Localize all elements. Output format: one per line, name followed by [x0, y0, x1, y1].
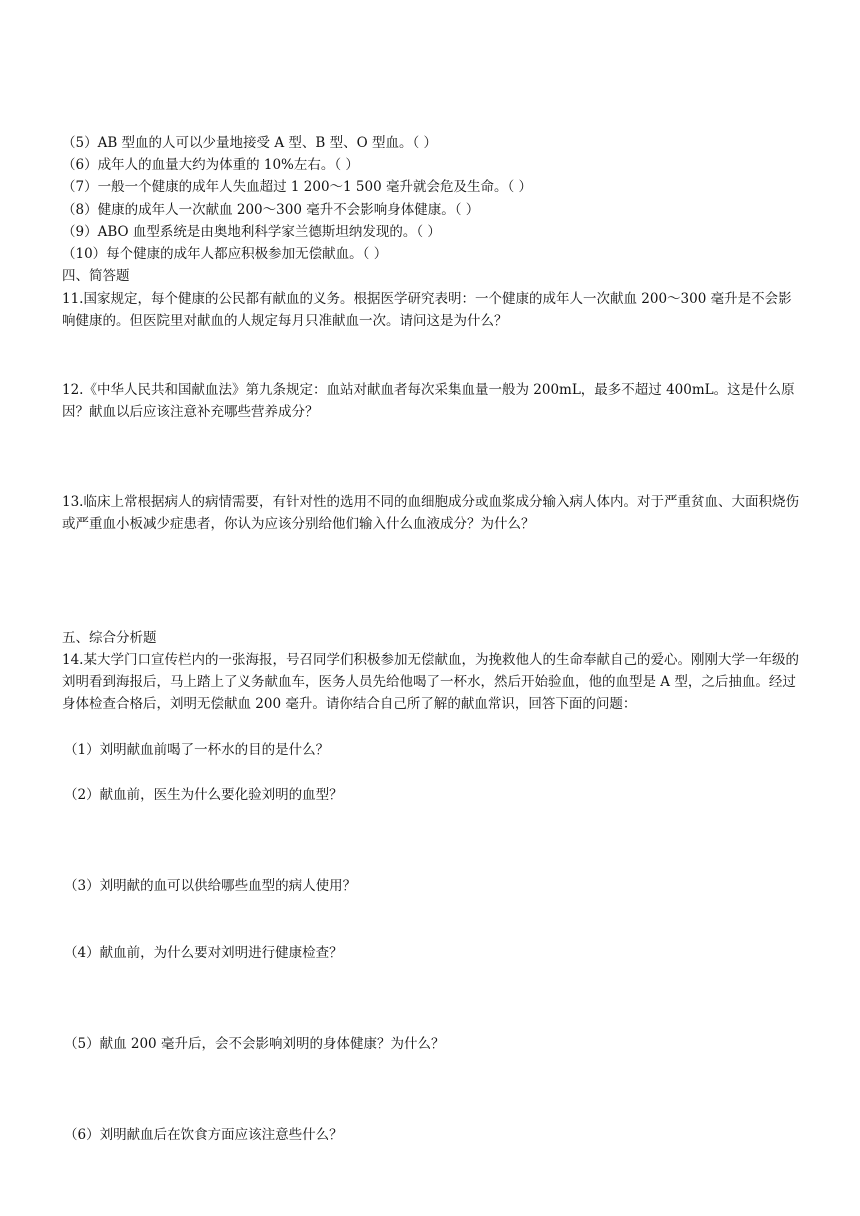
question-14-sub-6: （6）刘明献血后在饮食方面应该注意些什么？	[64, 1127, 343, 1143]
question-11: 11.国家规定，每个健康的公民都有献血的义务。根据医学研究表明：一个健康的成年人一次献血 200～300 毫升是不会影响健康的。但医院里对献血的人规定每月只准献血一次。请问这是为什么？	[62, 291, 792, 329]
question-14-sub-5: （5）献血 200 毫升后，会不会影响刘明的身体健康？为什么？	[64, 1036, 445, 1052]
question-12: 12.《中华人民共和国献血法》第九条规定：血站对献血者每次采集血量一般为 200mL，最多不超过 400mL。这是什么原因？献血以后应该注意补充哪些营养成分？	[62, 382, 795, 420]
question-14: 14.某大学门口宣传栏内的一张海报，号召同学们积极参加无偿献血，为挽救他人的生命奉献自己的爱心。刚刚大学一年级的刘明看到海报后，马上踏上了义务献血车，医务人员先给他喝了一杯水，然后开始验血，他的血型是 A 型，之后抽血。经过身体检查合格后，刘明无偿献血 200 毫升。请你结合自己所了解的献血常识，回答下面的问题：	[62, 652, 799, 712]
question-14-sub-4: （4）献血前，为什么要对刘明进行健康检查？	[64, 945, 343, 961]
question-14-sub-3: （3）刘明献的血可以供给哪些血型的病人使用？	[64, 878, 357, 894]
judgement-item-6: （6）成年人的血量大约为体重的 10%左右。（ ）	[62, 157, 359, 173]
judgement-item-10: （10）每个健康的成年人都应积极参加无偿献血。（ ）	[62, 246, 388, 262]
section-heading-analysis: 五、综合分析题	[62, 630, 157, 646]
question-14-sub-1: （1）刘明献血前喝了一杯水的目的是什么？	[64, 742, 330, 758]
judgement-item-5: （5）AB 型血的人可以少量地接受 A 型、B 型、O 型血。（ ）	[62, 135, 437, 151]
judgement-item-8: （8）健康的成年人一次献血 200～300 毫升不会影响身体健康。（ ）	[62, 202, 480, 218]
judgement-item-9: （9）ABO 血型系统是由奥地利科学家兰德斯坦纳发现的。（ ）	[62, 224, 441, 240]
question-14-sub-2: （2）献血前，医生为什么要化验刘明的血型？	[64, 787, 343, 803]
judgement-item-7: （7）一般一个健康的成年人失血超过 1 200～1 500 毫升就会危及生命。（ ）	[62, 179, 533, 195]
question-13: 13.临床上常根据病人的病情需要，有针对性的选用不同的血细胞成分或血浆成分输入病人体内。对于严重贫血、大面积烧伤或严重血小板减少症患者，你认为应该分别给他们输入什么血液成分？为什么？	[62, 494, 799, 532]
section-heading-short-answer: 四、简答题	[62, 268, 130, 284]
